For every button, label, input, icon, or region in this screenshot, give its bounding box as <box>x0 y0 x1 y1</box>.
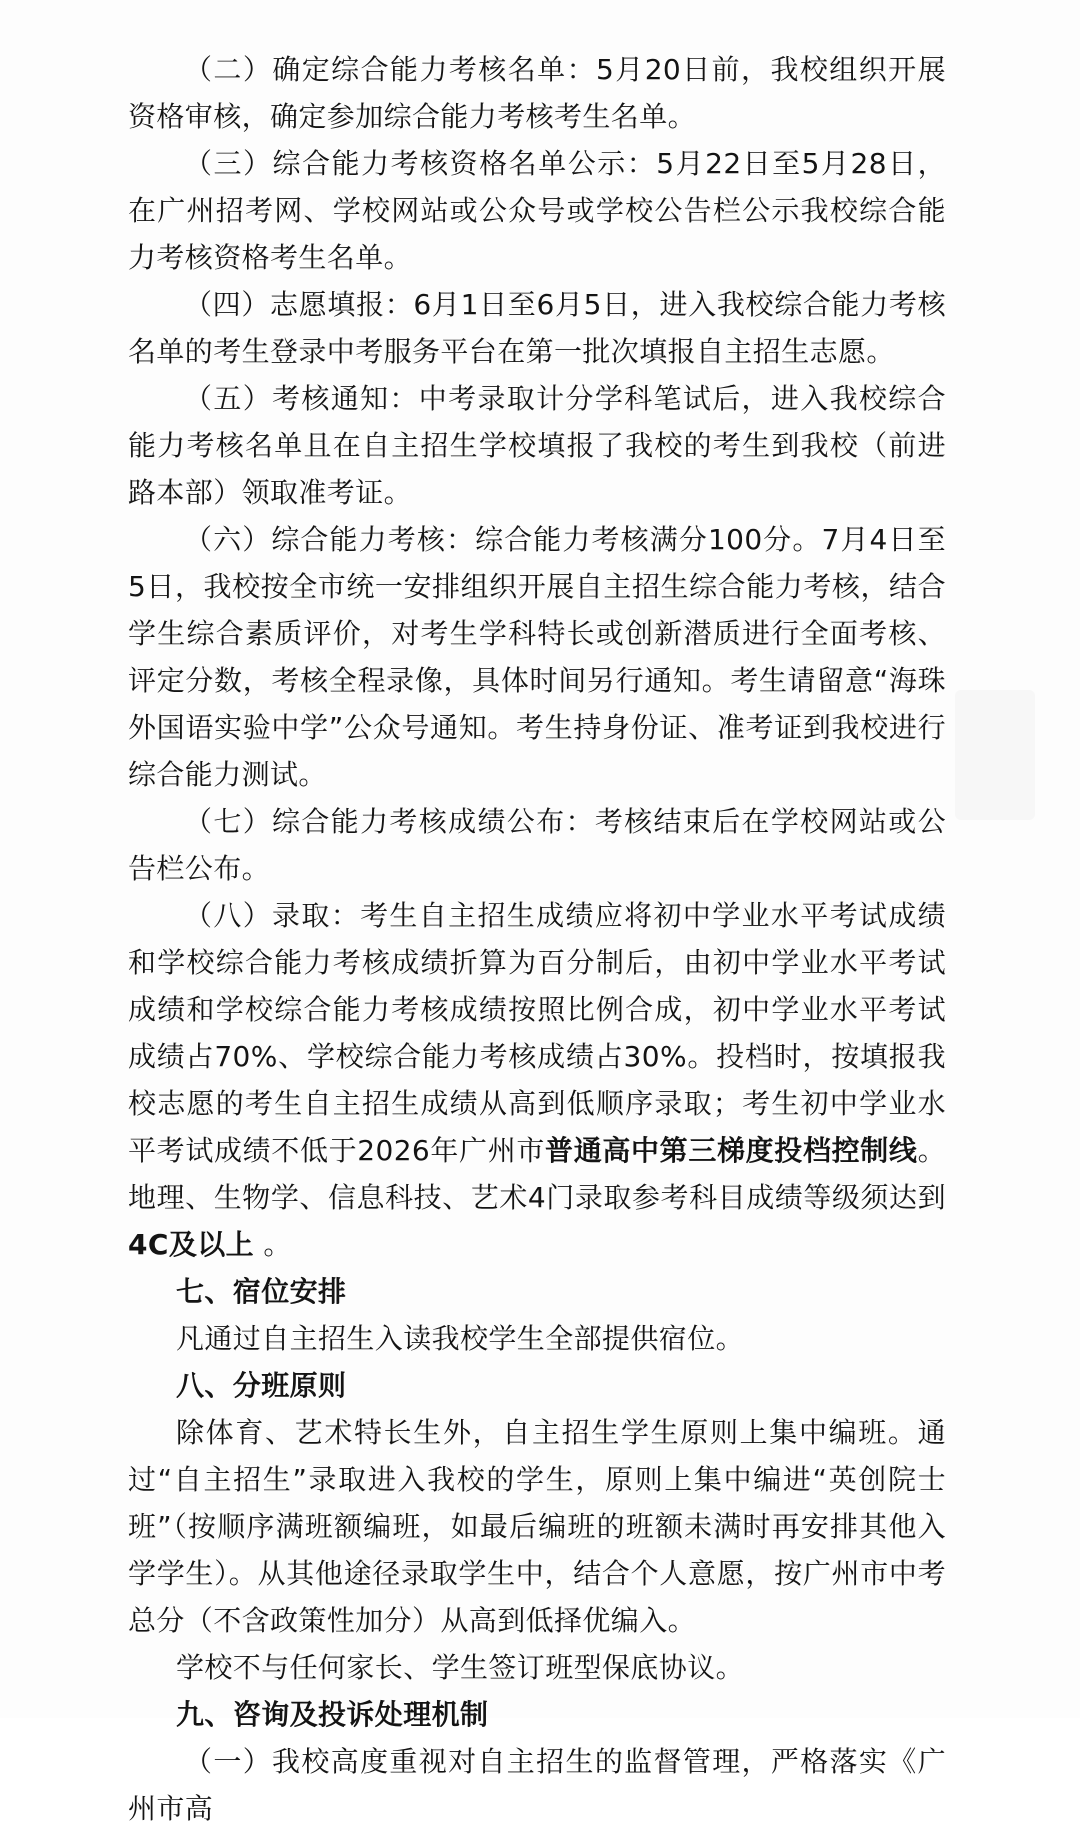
paragraph-step-8-admission <box>128 892 946 1268</box>
scan-smudge <box>955 690 1035 820</box>
section-7-body: 凡通过自主招生入读我校学生全部提供宿位。 <box>176 1322 745 1355</box>
section-7-heading: 七、宿位安排 <box>176 1275 347 1308</box>
admission-grade-requirement: 4C及以上 <box>128 1228 255 1261</box>
admission-text-part3: 。 <box>254 1228 292 1261</box>
paragraph-step-4: （四）志愿填报：6月1日至6月5日，进入我校综合能力考核名单的考生登录中考服务平台在第一批次填报自主招生志愿。 <box>128 288 946 368</box>
section-8-heading: 八、分班原则 <box>176 1369 347 1402</box>
section-8-body-1: 除体育、艺术特长生外，自主招生学生原则上集中编班。通过“自主招生”录取进入我校的学生，原则上集中编进“英创院士班”（按顺序满班额编班，如最后编班的班额未满时再安排其他入学学生）。从其他途径录取学生中，结合个人意愿，按广州市中考总分（不含政策性加分）从高到低择优编入。 <box>128 1416 946 1637</box>
admission-text-part1: （八）录取：考生自主招生成绩应将初中学业水平考试成绩和学校综合能力考核成绩折算为百分制后，由初中学业水平考试成绩和学校综合能力考核成绩按照比例合成，初中学业水平考试成绩占70%、学校综合能力考核成绩占30%。投档时，按填报我校志愿的考生自主招生成绩从高到低顺序录取；考生初中学业水平考试成绩不低于2026年广州市 <box>128 899 946 1167</box>
paragraph-step-7: （七）综合能力考核成绩公布：考核结束后在学校网站或公告栏公布。 <box>128 805 946 885</box>
document-body <box>128 46 946 1832</box>
section-9-item-1: （一）我校高度重视对自主招生的监督管理，严格落实《广州市高 <box>128 1745 946 1825</box>
admission-control-line: 普通高中第三梯度投档控制线 <box>545 1134 918 1167</box>
section-8-body-2: 学校不与任何家长、学生签订班型保底协议。 <box>176 1651 745 1684</box>
section-9-heading: 九、咨询及投诉处理机制 <box>176 1698 489 1731</box>
paragraph-step-5: （五）考核通知：中考录取计分学科笔试后，进入我校综合能力考核名单且在自主招生学校填报了我校的考生到我校（前进路本部）领取准考证。 <box>128 382 946 509</box>
paragraph-step-2: （二）确定综合能力考核名单：5月20日前，我校组织开展资格审核，确定参加综合能力考核考生名单。 <box>128 53 946 133</box>
paragraph-step-3: （三）综合能力考核资格名单公示：5月22日至5月28日，在广州招考网、学校网站或公众号或学校公告栏公示我校综合能力考核资格考生名单。 <box>128 147 946 274</box>
paragraph-step-6: （六）综合能力考核：综合能力考核满分100分。7月4日至5日，我校按全市统一安排组织开展自主招生综合能力考核，结合学生综合素质评价，对考生学科特长或创新潜质进行全面考核、评定分数，考核全程录像，具体时间另行通知。考生请留意“海珠外国语实验中学”公众号通知。考生持身份证、准考证到我校进行综合能力测试。 <box>128 523 946 791</box>
admission-text-part2: 。地理、生物学、信息科技、艺术4门录取参考科目成绩等级须达到 <box>128 1134 946 1214</box>
